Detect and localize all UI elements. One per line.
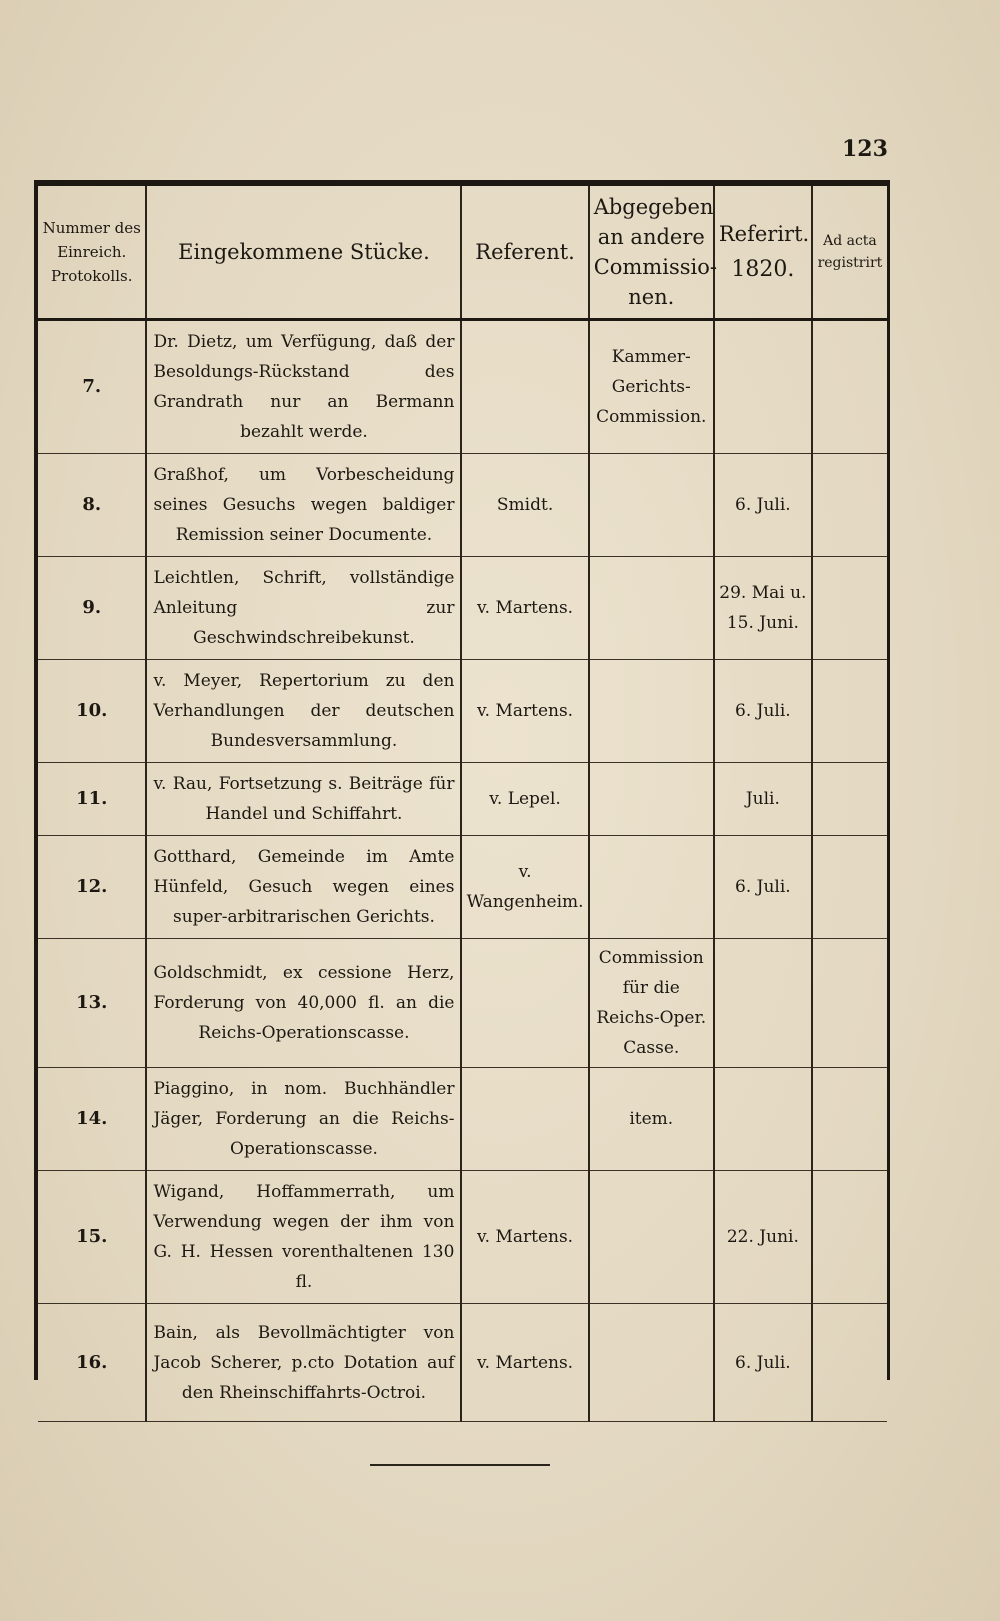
header-referent: Referent. [461,186,588,320]
row-forwarded [589,763,714,836]
table-row [38,320,887,454]
row-ad-acta [812,557,887,660]
row-forwarded: item. [589,1068,714,1171]
row-ad-acta [812,1068,887,1171]
table-row [38,1171,887,1304]
row-entry: Dr. Dietz, um Verfügung, daß der Besoldungs-Rückstand des Grandrath nur an Bermann bezahlt werde. [146,320,461,454]
row-entry: Goldschmidt, ex cessione Herz, Forderung von 40,000 fl. an die Reichs-Operationscasse. [146,939,461,1068]
row-forwarded [589,1304,714,1422]
row-referent: v. Lepel. [461,763,588,836]
row-entry: Bain, als Bevollmächtigter von Jacob Scherer, p.cto Dotation auf den Rheinschiffahrts-Octroi. [146,1304,461,1422]
row-referent: v. Martens. [461,1304,588,1422]
row-ad-acta [812,939,887,1068]
row-entry: Piaggino, in nom. Buchhändler Jäger, Forderung an die Reichs-Operationscasse. [146,1068,461,1171]
row-reported: 6. Juli. [714,454,812,557]
row-reported: Juli. [714,763,812,836]
row-number: 11. [38,763,146,836]
header-reported-label: Referirt. [718,222,810,246]
table-row [38,1068,887,1171]
header-number: Nummer des Einreich. Protokolls. [38,186,146,320]
row-entry: Gotthard, Gemeinde im Amte Hünfeld, Gesuch wegen eines super-arbitrarischen Gerichts. [146,836,461,939]
table-row [38,454,887,557]
row-ad-acta [812,320,887,454]
row-referent: v. Martens. [461,1171,588,1304]
row-number: 14. [38,1068,146,1171]
protocol-ledger [34,180,890,1403]
row-number: 10. [38,660,146,763]
header-documents: Eingekommene Stücke. [146,186,461,320]
row-ad-acta [812,660,887,763]
row-number: 15. [38,1171,146,1304]
row-forwarded: Kammer-Gerichts-Commission. [589,320,714,454]
row-reported: 6. Juli. [714,1304,812,1422]
row-entry: v. Rau, Fortsetzung s. Beiträge für Handel und Schiffahrt. [146,763,461,836]
closing-rule [370,1464,550,1466]
row-ad-acta [812,763,887,836]
header-forwarded: Abgegeben an andere Commissio-nen. [589,186,714,320]
row-entry: Leichtlen, Schrift, vollständige Anleitung zur Geschwindschreibekunst. [146,557,461,660]
row-number: 13. [38,939,146,1068]
row-number: 8. [38,454,146,557]
row-referent: v. Martens. [461,557,588,660]
row-ad-acta [812,1304,887,1422]
row-entry: Graßhof, um Vorbescheidung seines Gesuchs wegen baldiger Remission seiner Documente. [146,454,461,557]
row-referent [461,939,588,1068]
row-reported: 29. Mai u. 15. Juni. [714,557,812,660]
row-referent [461,320,588,454]
header-ad-acta: Ad acta registrirt [812,186,887,320]
header-reported-year: 1820. [731,257,795,282]
row-referent: Smidt. [461,454,588,557]
table-row [38,557,887,660]
table-row [38,763,887,836]
row-referent [461,1068,588,1171]
row-reported: 6. Juli. [714,660,812,763]
row-number: 7. [38,320,146,454]
header-reported [714,186,812,320]
row-referent: v. Martens. [461,660,588,763]
row-entry: v. Meyer, Repertorium zu den Verhandlungen der deutschen Bundesversammlung. [146,660,461,763]
row-number: 12. [38,836,146,939]
table-row [38,1304,887,1422]
row-reported [714,1068,812,1171]
row-entry: Wigand, Hoffammerrath, um Verwendung wegen der ihm von G. H. Hessen vorenthaltenen 130 fl. [146,1171,461,1304]
row-forwarded [589,557,714,660]
row-forwarded [589,836,714,939]
row-ad-acta [812,1171,887,1304]
ledger-table [38,186,887,1422]
row-forwarded: Commission für die Reichs-Oper. Casse. [589,939,714,1068]
table-row [38,836,887,939]
row-reported: 6. Juli. [714,836,812,939]
row-forwarded [589,454,714,557]
row-number: 9. [38,557,146,660]
row-referent: v. Wangenheim. [461,836,588,939]
header-row [38,186,887,320]
row-reported: 22. Juni. [714,1171,812,1304]
row-forwarded [589,660,714,763]
page-number: 123 [842,136,888,162]
table-row [38,939,887,1068]
row-reported [714,939,812,1068]
table-row [38,660,887,763]
row-ad-acta [812,454,887,557]
row-number: 16. [38,1304,146,1422]
row-forwarded [589,1171,714,1304]
row-ad-acta [812,836,887,939]
row-reported [714,320,812,454]
